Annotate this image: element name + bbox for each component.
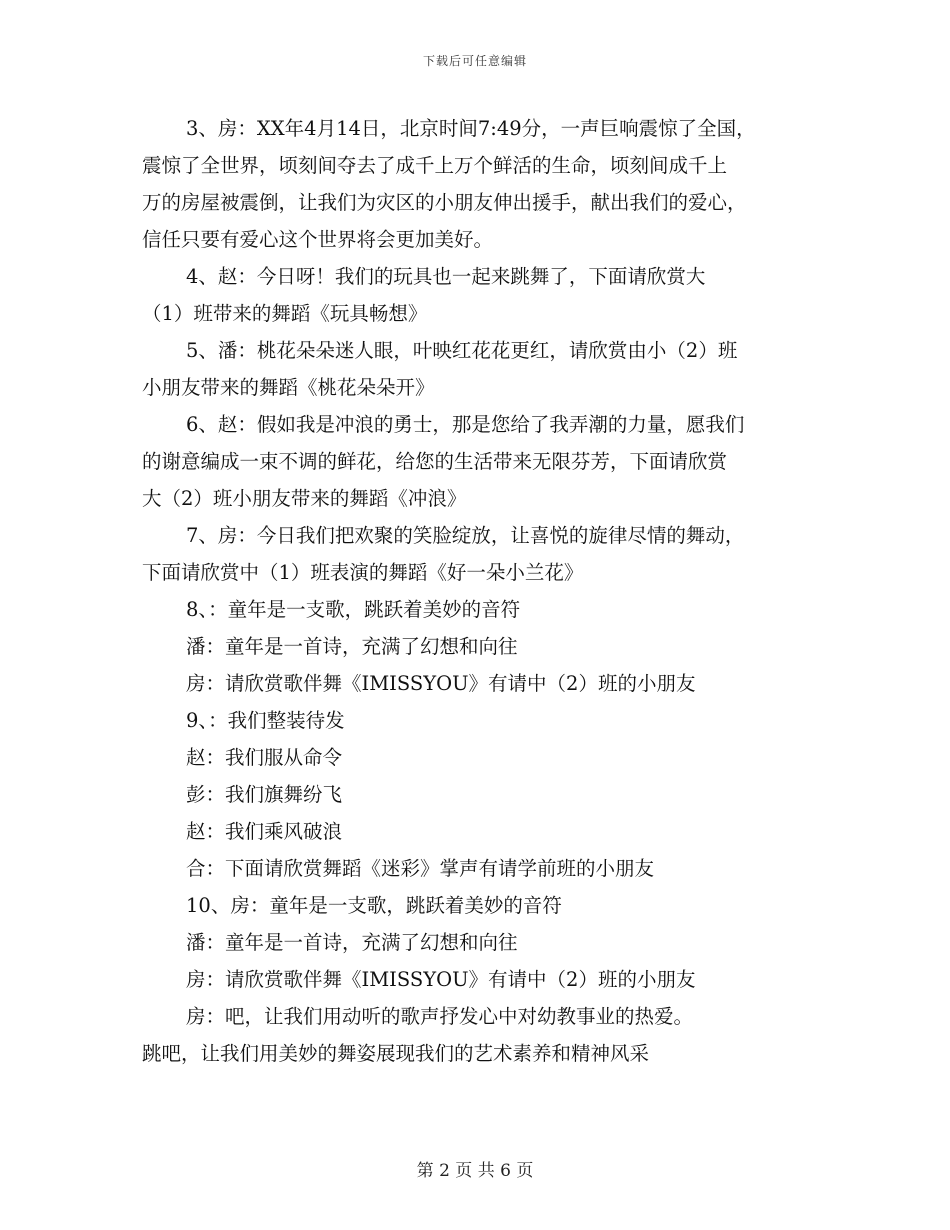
text-line: 8、：童年是一支歌，跳跃着美妙的音符	[186, 598, 521, 621]
text-line: 3、房：XX年4月14日，北京时间7:49分，一声巨响震惊了全国，	[186, 117, 756, 140]
text-line: 4、赵：今日呀！我们的玩具也一起来跳舞了，下面请欣赏大	[186, 265, 706, 288]
text-line: 合：下面请欣赏舞蹈《迷彩》掌声有请学前班的小朋友	[186, 857, 655, 880]
text-line: 大（2）班小朋友带来的舞蹈《冲浪》	[142, 487, 467, 510]
text-line: （1）班带来的舞蹈《玩具畅想》	[142, 302, 428, 325]
text-line: 赵：我们乘风破浪	[186, 820, 343, 843]
text-line: 房：吧，让我们用动听的歌声抒发心中对幼教事业的热爱。	[186, 1005, 694, 1028]
page-header: 下载后可任意编辑	[422, 54, 527, 68]
page-footer: 第 2 页 共 6 页	[416, 1161, 534, 1181]
text-line: 潘：童年是一首诗，充满了幻想和向往	[186, 635, 518, 658]
text-line: 下面请欣赏中（1）班表演的舞蹈《好一朵小兰花》	[142, 561, 584, 584]
text-line: 彭：我们旗舞纷飞	[186, 783, 343, 806]
text-line: 的谢意编成一束不调的鲜花，给您的生活带来无限芬芳，下面请欣赏	[142, 450, 728, 473]
text-line: 小朋友带来的舞蹈《桃花朵朵开》	[142, 376, 435, 399]
text-line: 7、房：今日我们把欢聚的笑脸绽放，让喜悦的旋律尽情的舞动，	[186, 524, 745, 547]
text-line: 震惊了全世界，顷刻间夺去了成千上万个鲜活的生命，顷刻间成千上	[142, 154, 728, 177]
text-line: 6、赵：假如我是冲浪的勇士，那是您给了我弄潮的力量，愿我们	[186, 413, 745, 436]
text-line: 房：请欣赏歌伴舞《IMISSYOU》有请中（2）班的小朋友	[186, 672, 696, 695]
text-line: 5、潘：桃花朵朵迷人眼，叶映红花花更红，请欣赏由小（2）班	[186, 339, 738, 362]
text-line: 10、房：童年是一支歌，跳跃着美妙的音符	[186, 894, 562, 917]
text-line: 信任只要有爱心这个世界将会更加美好。	[142, 228, 494, 251]
document-body	[142, 110, 822, 1072]
text-line: 9、：我们整装待发	[186, 709, 345, 732]
text-line: 潘：童年是一首诗，充满了幻想和向往	[186, 931, 518, 954]
text-line: 跳吧，让我们用美妙的舞姿展现我们的艺术素养和精神风采	[142, 1042, 650, 1065]
text-line: 赵：我们服从命令	[186, 746, 343, 769]
text-line: 房：请欣赏歌伴舞《IMISSYOU》有请中（2）班的小朋友	[186, 968, 696, 991]
text-line: 万的房屋被震倒，让我们为灾区的小朋友伸出援手，献出我们的爱心，	[142, 191, 747, 214]
